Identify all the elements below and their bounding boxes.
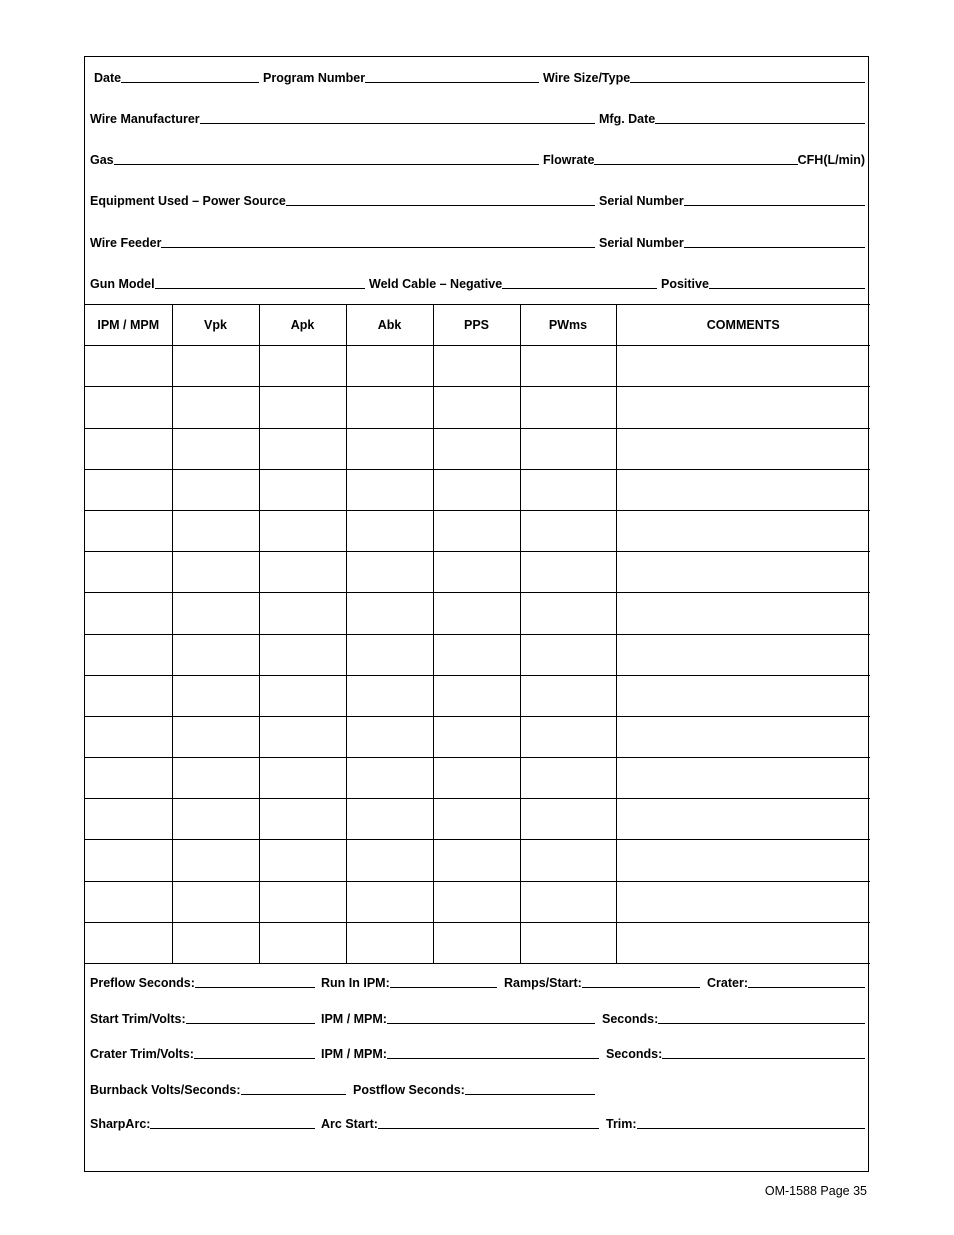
sharparc-label: SharpArc:	[90, 1117, 151, 1131]
column-header-comments: COMMENTS	[616, 305, 870, 346]
table-cell[interactable]	[172, 510, 259, 551]
table-cell[interactable]	[520, 634, 616, 675]
start-trim-volts-field[interactable]	[90, 1006, 315, 1026]
table-cell[interactable]	[520, 840, 616, 881]
table-row	[85, 428, 870, 469]
crater-seconds-label: Seconds:	[606, 1047, 663, 1061]
table-cell[interactable]	[85, 634, 172, 675]
crater-trim-volts-label: Crater Trim/Volts:	[90, 1047, 194, 1061]
program-number-field[interactable]	[263, 65, 539, 85]
table-cell[interactable]	[616, 346, 870, 387]
table-cell[interactable]	[346, 922, 433, 963]
table-cell[interactable]	[616, 758, 870, 799]
table-cell[interactable]	[259, 387, 346, 428]
table-cell[interactable]	[520, 716, 616, 757]
column-header-abk: Abk	[346, 305, 433, 346]
header-row-4	[85, 188, 868, 208]
table-cell[interactable]	[172, 552, 259, 593]
table-cell[interactable]	[433, 675, 520, 716]
flowrate-unit: CFH(L/min)	[797, 153, 865, 167]
table-cell[interactable]	[616, 469, 870, 510]
crater-ipm-mpm-field[interactable]	[321, 1041, 599, 1061]
table-cell[interactable]	[520, 510, 616, 551]
column-header-apk: Apk	[259, 305, 346, 346]
power-source-label: Equipment Used – Power Source	[90, 194, 286, 208]
power-source-serial-field[interactable]	[599, 188, 865, 208]
table-cell[interactable]	[346, 428, 433, 469]
table-cell[interactable]	[616, 840, 870, 881]
mfg-date-label: Mfg. Date	[599, 112, 656, 126]
table-row	[85, 881, 870, 922]
wire-size-type-label: Wire Size/Type	[543, 71, 631, 85]
table-cell[interactable]	[172, 387, 259, 428]
table-cell[interactable]	[433, 799, 520, 840]
postflow-seconds-label: Postflow Seconds:	[353, 1083, 465, 1097]
burnback-field[interactable]	[90, 1077, 346, 1097]
crater-trim-volts-field[interactable]	[90, 1041, 315, 1061]
table-cell[interactable]	[85, 552, 172, 593]
table-cell[interactable]	[172, 922, 259, 963]
gun-model-field[interactable]	[90, 271, 365, 291]
table-cell[interactable]	[85, 428, 172, 469]
weld-cable-negative-field[interactable]	[369, 271, 657, 291]
crater-label: Crater:	[707, 976, 748, 990]
header-row-1	[85, 65, 868, 85]
bottom-row-3	[85, 1041, 868, 1061]
table-row	[85, 387, 870, 428]
table-cell[interactable]	[346, 634, 433, 675]
start-seconds-field[interactable]	[602, 1006, 865, 1026]
page-footer: OM-1588 Page 35	[764, 1184, 867, 1198]
column-header-pps: PPS	[433, 305, 520, 346]
positive-label: Positive	[661, 277, 709, 291]
table-cell[interactable]	[346, 881, 433, 922]
gas-field[interactable]	[90, 147, 539, 167]
table-row	[85, 346, 870, 387]
table-cell[interactable]	[520, 469, 616, 510]
trim-field[interactable]	[606, 1111, 865, 1131]
ramps-start-label: Ramps/Start:	[504, 976, 582, 990]
header-row-5	[85, 230, 868, 250]
table-row	[85, 675, 870, 716]
table-cell[interactable]	[85, 593, 172, 634]
table-cell[interactable]	[172, 799, 259, 840]
table-cell[interactable]	[433, 922, 520, 963]
wire-size-type-field[interactable]	[543, 65, 865, 85]
date-label: Date	[94, 71, 122, 85]
table-cell[interactable]	[346, 387, 433, 428]
table-cell[interactable]	[616, 510, 870, 551]
table-cell[interactable]	[259, 716, 346, 757]
table-row	[85, 552, 870, 593]
table-cell[interactable]	[259, 593, 346, 634]
table-cell[interactable]	[520, 799, 616, 840]
table-cell[interactable]	[433, 552, 520, 593]
table-cell[interactable]	[616, 428, 870, 469]
table-cell[interactable]	[520, 881, 616, 922]
wire-manufacturer-label: Wire Manufacturer	[90, 112, 200, 126]
table-cell[interactable]	[85, 799, 172, 840]
header-row-2	[85, 106, 868, 126]
table-cell[interactable]	[85, 758, 172, 799]
table-cell[interactable]	[616, 675, 870, 716]
table-cell[interactable]	[259, 881, 346, 922]
table-cell[interactable]	[85, 675, 172, 716]
bottom-row-5	[85, 1111, 868, 1131]
crater-seconds-field[interactable]	[606, 1041, 865, 1061]
table-cell[interactable]	[346, 716, 433, 757]
table-cell[interactable]	[85, 922, 172, 963]
run-in-ipm-field[interactable]	[321, 970, 497, 990]
mfg-date-field[interactable]	[599, 106, 865, 126]
serial-number-label: Serial Number	[599, 236, 684, 250]
wire-manufacturer-field[interactable]	[90, 106, 595, 126]
crater-ipm-mpm-label: IPM / MPM:	[321, 1047, 387, 1061]
gun-model-label: Gun Model	[90, 277, 155, 291]
table-cell[interactable]	[259, 675, 346, 716]
table-cell[interactable]	[433, 387, 520, 428]
table-cell[interactable]	[433, 510, 520, 551]
table-row	[85, 510, 870, 551]
header-row-3	[85, 147, 868, 167]
date-field[interactable]	[94, 65, 259, 85]
flowrate-field[interactable]	[543, 147, 865, 167]
table-cell[interactable]	[259, 634, 346, 675]
table-cell[interactable]	[616, 799, 870, 840]
table-cell[interactable]	[346, 758, 433, 799]
table-cell[interactable]	[520, 675, 616, 716]
run-in-ipm-label: Run In IPM:	[321, 976, 390, 990]
start-seconds-label: Seconds:	[602, 1012, 659, 1026]
burnback-label: Burnback Volts/Seconds:	[90, 1083, 241, 1097]
table-cell[interactable]	[172, 346, 259, 387]
table-cell[interactable]	[346, 469, 433, 510]
start-ipm-mpm-label: IPM / MPM:	[321, 1012, 387, 1026]
table-cell[interactable]	[616, 881, 870, 922]
power-source-field[interactable]	[90, 188, 595, 208]
table-cell[interactable]	[520, 593, 616, 634]
flowrate-label: Flowrate	[543, 153, 595, 167]
column-header-pwms: PWms	[520, 305, 616, 346]
bottom-row-2	[85, 1006, 868, 1026]
serial-number-label: Serial Number	[599, 194, 684, 208]
table-cell[interactable]	[433, 840, 520, 881]
table-cell[interactable]	[259, 428, 346, 469]
table-cell[interactable]	[85, 840, 172, 881]
table-cell[interactable]	[433, 881, 520, 922]
header-row-6	[85, 271, 868, 291]
wire-feeder-serial-field[interactable]	[599, 230, 865, 250]
table-cell[interactable]	[85, 716, 172, 757]
table-cell[interactable]	[172, 881, 259, 922]
table-cell[interactable]	[259, 758, 346, 799]
table-cell[interactable]	[433, 346, 520, 387]
table-cell[interactable]	[346, 510, 433, 551]
weld-parameter-form	[84, 56, 869, 1172]
table-cell[interactable]	[520, 552, 616, 593]
table-cell[interactable]	[259, 346, 346, 387]
program-number-label: Program Number	[263, 71, 366, 85]
table-cell[interactable]	[172, 840, 259, 881]
table-cell[interactable]	[616, 634, 870, 675]
table-cell[interactable]	[172, 758, 259, 799]
table-cell[interactable]	[85, 346, 172, 387]
table-cell[interactable]	[433, 758, 520, 799]
bottom-row-1	[85, 970, 868, 990]
table-cell[interactable]	[259, 840, 346, 881]
table-cell[interactable]	[172, 593, 259, 634]
ramps-start-field[interactable]	[504, 970, 700, 990]
positive-field[interactable]	[661, 271, 865, 291]
table-header-row	[85, 305, 870, 346]
table-cell[interactable]	[520, 428, 616, 469]
table-row	[85, 634, 870, 675]
preflow-seconds-field[interactable]	[90, 970, 315, 990]
table-cell[interactable]	[433, 469, 520, 510]
table-cell[interactable]	[259, 922, 346, 963]
bottom-row-4	[85, 1077, 868, 1097]
wire-feeder-label: Wire Feeder	[90, 236, 162, 250]
table-cell[interactable]	[433, 593, 520, 634]
table-cell[interactable]	[616, 716, 870, 757]
table-cell[interactable]	[85, 469, 172, 510]
column-header-ipm-mpm: IPM / MPM	[85, 305, 172, 346]
table-cell[interactable]	[346, 346, 433, 387]
trim-label: Trim:	[606, 1117, 637, 1131]
postflow-seconds-field[interactable]	[353, 1077, 595, 1097]
table-cell[interactable]	[259, 552, 346, 593]
table-row	[85, 799, 870, 840]
table-cell[interactable]	[346, 552, 433, 593]
table-cell[interactable]	[433, 428, 520, 469]
table-cell[interactable]	[172, 469, 259, 510]
start-trim-volts-label: Start Trim/Volts:	[90, 1012, 186, 1026]
table-cell[interactable]	[616, 922, 870, 963]
column-header-vpk: Vpk	[172, 305, 259, 346]
table-cell[interactable]	[172, 716, 259, 757]
sharparc-field[interactable]	[90, 1111, 315, 1131]
table-cell[interactable]	[616, 387, 870, 428]
table-cell[interactable]	[616, 593, 870, 634]
table-cell[interactable]	[172, 634, 259, 675]
table-cell[interactable]	[346, 593, 433, 634]
table-cell[interactable]	[259, 510, 346, 551]
preflow-seconds-label: Preflow Seconds:	[90, 976, 195, 990]
crater-field[interactable]	[707, 970, 865, 990]
table-cell[interactable]	[346, 840, 433, 881]
table-cell[interactable]	[433, 716, 520, 757]
table-row	[85, 593, 870, 634]
table-cell[interactable]	[85, 881, 172, 922]
table-cell[interactable]	[346, 675, 433, 716]
table-cell[interactable]	[172, 428, 259, 469]
table-cell[interactable]	[259, 799, 346, 840]
parameter-table	[85, 304, 870, 964]
arc-start-field[interactable]	[321, 1111, 599, 1131]
table-cell[interactable]	[616, 552, 870, 593]
table-row	[85, 469, 870, 510]
table-cell[interactable]	[85, 510, 172, 551]
table-cell[interactable]	[520, 758, 616, 799]
wire-feeder-field[interactable]	[90, 230, 595, 250]
table-cell[interactable]	[259, 469, 346, 510]
table-cell[interactable]	[520, 346, 616, 387]
table-row	[85, 716, 870, 757]
gas-label: Gas	[90, 153, 114, 167]
table-cell[interactable]	[85, 387, 172, 428]
start-ipm-mpm-field[interactable]	[321, 1006, 595, 1026]
table-cell[interactable]	[433, 634, 520, 675]
table-cell[interactable]	[520, 387, 616, 428]
table-cell[interactable]	[172, 675, 259, 716]
weld-cable-negative-label: Weld Cable – Negative	[369, 277, 503, 291]
arc-start-label: Arc Start:	[321, 1117, 378, 1131]
table-cell[interactable]	[346, 799, 433, 840]
table-row	[85, 922, 870, 963]
table-cell[interactable]	[520, 922, 616, 963]
table-row	[85, 840, 870, 881]
table-row	[85, 758, 870, 799]
